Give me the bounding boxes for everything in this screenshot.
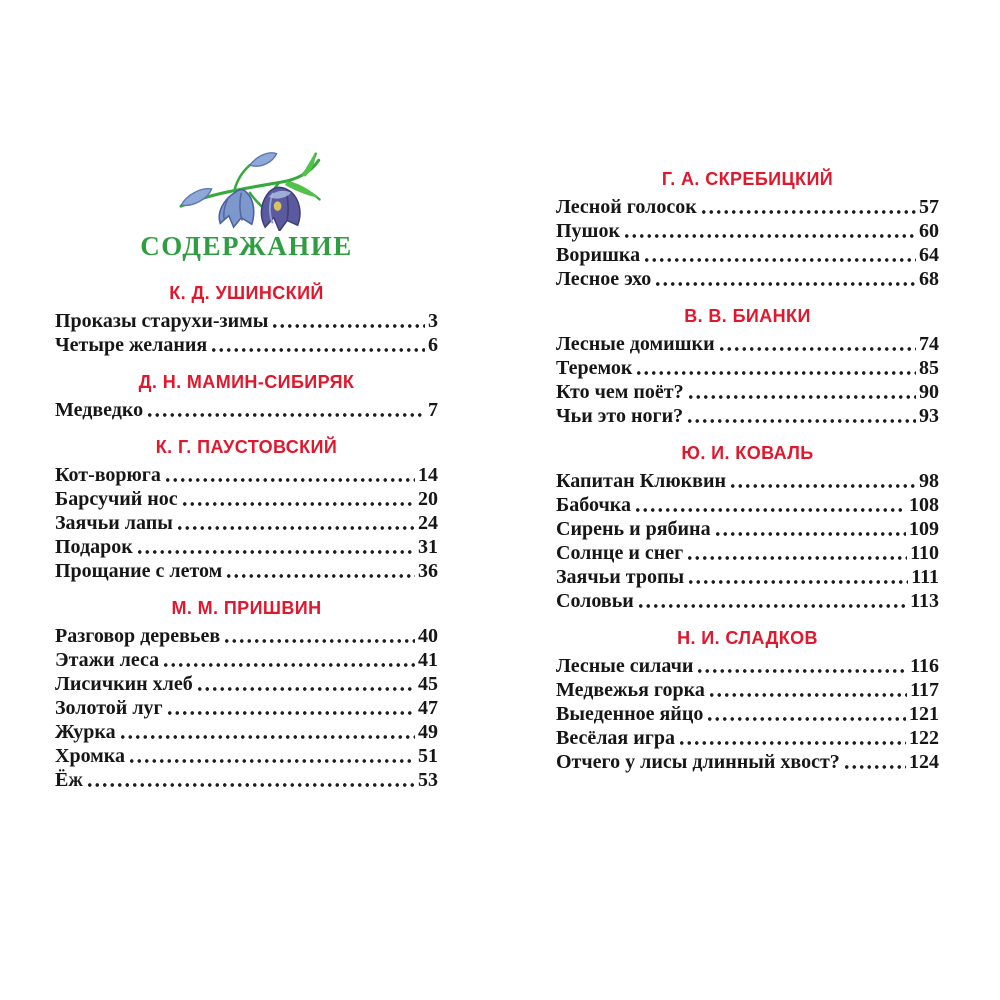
toc-entry: [55, 535, 438, 559]
entry-page-number: 85: [919, 357, 939, 379]
dot-leader: [635, 356, 916, 380]
author-heading: Н. И. СЛАДКОВ: [677, 628, 818, 648]
entry-title: Воришка: [556, 244, 641, 266]
entry-title: Соловьи: [556, 590, 634, 612]
entry-page-number: 31: [418, 536, 438, 558]
entry-page-number: 51: [418, 745, 438, 767]
dot-leader: [654, 267, 916, 291]
entry-title: Лесные домишки: [556, 333, 715, 355]
toc-entry: [55, 744, 438, 768]
entry-title: Отчего у лисы длинный хвост?: [556, 751, 840, 773]
dot-leader: [700, 195, 916, 219]
dot-leader: [164, 463, 415, 487]
toc-entry: [55, 648, 438, 672]
toc-section: [556, 307, 939, 428]
entry-title: Капитан Клюквин: [556, 470, 726, 492]
toc-entry: [556, 654, 939, 678]
entry-title: Лесной голосок: [556, 196, 697, 218]
dot-leader: [687, 380, 916, 404]
toc-entry: [556, 356, 939, 380]
dot-leader: [210, 333, 425, 357]
dot-leader: [686, 541, 907, 565]
toc-entry: [556, 702, 939, 726]
toc-entry: [556, 469, 939, 493]
entry-page-number: 98: [919, 470, 939, 492]
entry-page-number: 45: [418, 673, 438, 695]
entry-page-number: 113: [910, 590, 939, 612]
toc-section: [556, 170, 939, 291]
entry-page-number: 24: [418, 512, 438, 534]
toc-entry: [556, 219, 939, 243]
toc-column-left: [55, 145, 438, 792]
toc-entry: [55, 309, 438, 333]
entry-title: Теремок: [556, 357, 633, 379]
entry-title: Лесное эхо: [556, 268, 652, 290]
entry-title: Лисичкин хлеб: [55, 673, 193, 695]
entry-page-number: 60: [919, 220, 939, 242]
author-heading: Г. А. СКРЕБИЦКИЙ: [661, 169, 834, 189]
entry-page-number: 108: [909, 494, 939, 516]
bluebell-flowers-illustration: [162, 145, 332, 231]
toc-entry: [55, 624, 438, 648]
toc-entry: [556, 517, 939, 541]
entry-title: Медведко: [55, 399, 144, 421]
author-heading: К. Д. УШИНСКИЙ: [169, 283, 324, 303]
entry-title: Медвежья горка: [556, 679, 705, 701]
author-heading: К. Г. ПАУСТОВСКИЙ: [155, 437, 338, 457]
dot-leader: [708, 678, 907, 702]
entry-page-number: 20: [418, 488, 438, 510]
toc-entry: [55, 768, 438, 792]
entry-page-number: 7: [428, 399, 438, 421]
entry-page-number: 14: [418, 464, 438, 486]
entry-page-number: 111: [911, 566, 939, 588]
entry-page-number: 49: [418, 721, 438, 743]
entry-page-number: 90: [919, 381, 939, 403]
toc-section: [55, 284, 438, 357]
page-title: СОДЕРЖАНИЕ: [140, 231, 353, 261]
entry-page-number: 36: [418, 560, 438, 582]
entry-page-number: 41: [418, 649, 438, 671]
toc-entry: [55, 511, 438, 535]
toc-entry: [556, 541, 939, 565]
author-heading: М. М. ПРИШВИН: [171, 598, 322, 618]
toc-entry: [556, 589, 939, 613]
author-heading: Д. Н. МАМИН-СИБИРЯК: [138, 372, 355, 392]
entry-title: Золотой луг: [55, 697, 163, 719]
dot-leader: [687, 565, 908, 589]
toc-entry: [556, 404, 939, 428]
dot-leader: [843, 750, 906, 774]
toc-entry: [556, 243, 939, 267]
entry-page-number: 117: [910, 679, 939, 701]
dot-leader: [637, 589, 907, 613]
dot-leader: [136, 535, 415, 559]
entry-page-number: 68: [919, 268, 939, 290]
toc-entry: [55, 672, 438, 696]
dot-leader: [729, 469, 916, 493]
toc-section: [55, 373, 438, 422]
entry-page-number: 6: [428, 334, 438, 356]
dot-leader: [225, 559, 415, 583]
entry-title: Заячьи тропы: [556, 566, 685, 588]
entry-title: Хромка: [55, 745, 126, 767]
toc-section: [55, 438, 438, 583]
toc-entry: [556, 380, 939, 404]
dot-leader: [196, 672, 415, 696]
dot-leader: [706, 702, 906, 726]
dot-leader: [271, 309, 425, 333]
entry-page-number: 57: [919, 196, 939, 218]
dot-leader: [678, 726, 906, 750]
entry-title: Кто чем поёт?: [556, 381, 684, 403]
dot-leader: [696, 654, 907, 678]
entry-title: Подарок: [55, 536, 133, 558]
entry-title: Кот-ворюга: [55, 464, 161, 486]
toc-section: [556, 629, 939, 774]
entry-title: Солнце и снег: [556, 542, 684, 564]
entry-page-number: 53: [418, 769, 438, 791]
toc-entry: [55, 487, 438, 511]
dot-leader: [119, 720, 415, 744]
entry-page-number: 124: [909, 751, 939, 773]
dot-leader: [643, 243, 916, 267]
author-heading: В. В. БИАНКИ: [684, 306, 811, 326]
author-heading: Ю. И. КОВАЛЬ: [681, 443, 814, 463]
entry-title: Проказы старухи-зимы: [55, 310, 269, 332]
entry-title: Разговор деревьев: [55, 625, 221, 647]
dot-leader: [686, 404, 916, 428]
entry-page-number: 93: [919, 405, 939, 427]
entry-title: Пушок: [556, 220, 620, 242]
toc-entry: [55, 696, 438, 720]
entry-title: Выеденное яйцо: [556, 703, 704, 725]
dot-leader: [714, 517, 906, 541]
toc-section: [556, 444, 939, 613]
entry-title: Сирень и рябина: [556, 518, 711, 540]
entry-title: Заячьи лапы: [55, 512, 173, 534]
left-sections: [55, 284, 438, 792]
entry-page-number: 116: [910, 655, 939, 677]
entry-title: Журка: [55, 721, 116, 743]
entry-page-number: 122: [909, 727, 939, 749]
toc-entry: [556, 726, 939, 750]
toc-entry: [55, 398, 438, 422]
entry-title: Весёлая игра: [556, 727, 675, 749]
entry-title: Прощание с летом: [55, 560, 223, 582]
toc-section: [55, 599, 438, 792]
toc-entry: [55, 333, 438, 357]
dot-leader: [176, 511, 415, 535]
entry-page-number: 3: [428, 310, 438, 332]
dot-leader: [128, 744, 415, 768]
toc-entry: [556, 678, 939, 702]
entry-title: Лесные силачи: [556, 655, 694, 677]
toc-entry: [556, 565, 939, 589]
entry-title: Чьи это ноги?: [556, 405, 684, 427]
dot-leader: [718, 332, 916, 356]
entry-page-number: 74: [919, 333, 939, 355]
dot-leader: [223, 624, 415, 648]
toc-entry: [556, 195, 939, 219]
entry-page-number: 47: [418, 697, 438, 719]
dot-leader: [166, 696, 415, 720]
entry-title: Четыре желания: [55, 334, 208, 356]
entry-title: Этажи леса: [55, 649, 160, 671]
dot-leader: [146, 398, 425, 422]
entry-page-number: 109: [909, 518, 939, 540]
dot-leader: [623, 219, 916, 243]
toc-column-right: [556, 170, 939, 774]
entry-page-number: 40: [418, 625, 438, 647]
toc-entry: [556, 332, 939, 356]
dot-leader: [162, 648, 415, 672]
toc-entry: [556, 750, 939, 774]
dot-leader: [634, 493, 906, 517]
right-sections: [556, 170, 939, 774]
entry-page-number: 121: [909, 703, 939, 725]
toc-entry: [556, 267, 939, 291]
entry-title: Бабочка: [556, 494, 631, 516]
dot-leader: [86, 768, 415, 792]
entry-title: Барсучий нос: [55, 488, 178, 510]
toc-entry: [556, 493, 939, 517]
dot-leader: [181, 487, 415, 511]
entry-page-number: 110: [910, 542, 939, 564]
entry-page-number: 64: [919, 244, 939, 266]
entry-title: Ёж: [55, 769, 83, 791]
toc-entry: [55, 463, 438, 487]
toc-entry: [55, 559, 438, 583]
toc-entry: [55, 720, 438, 744]
